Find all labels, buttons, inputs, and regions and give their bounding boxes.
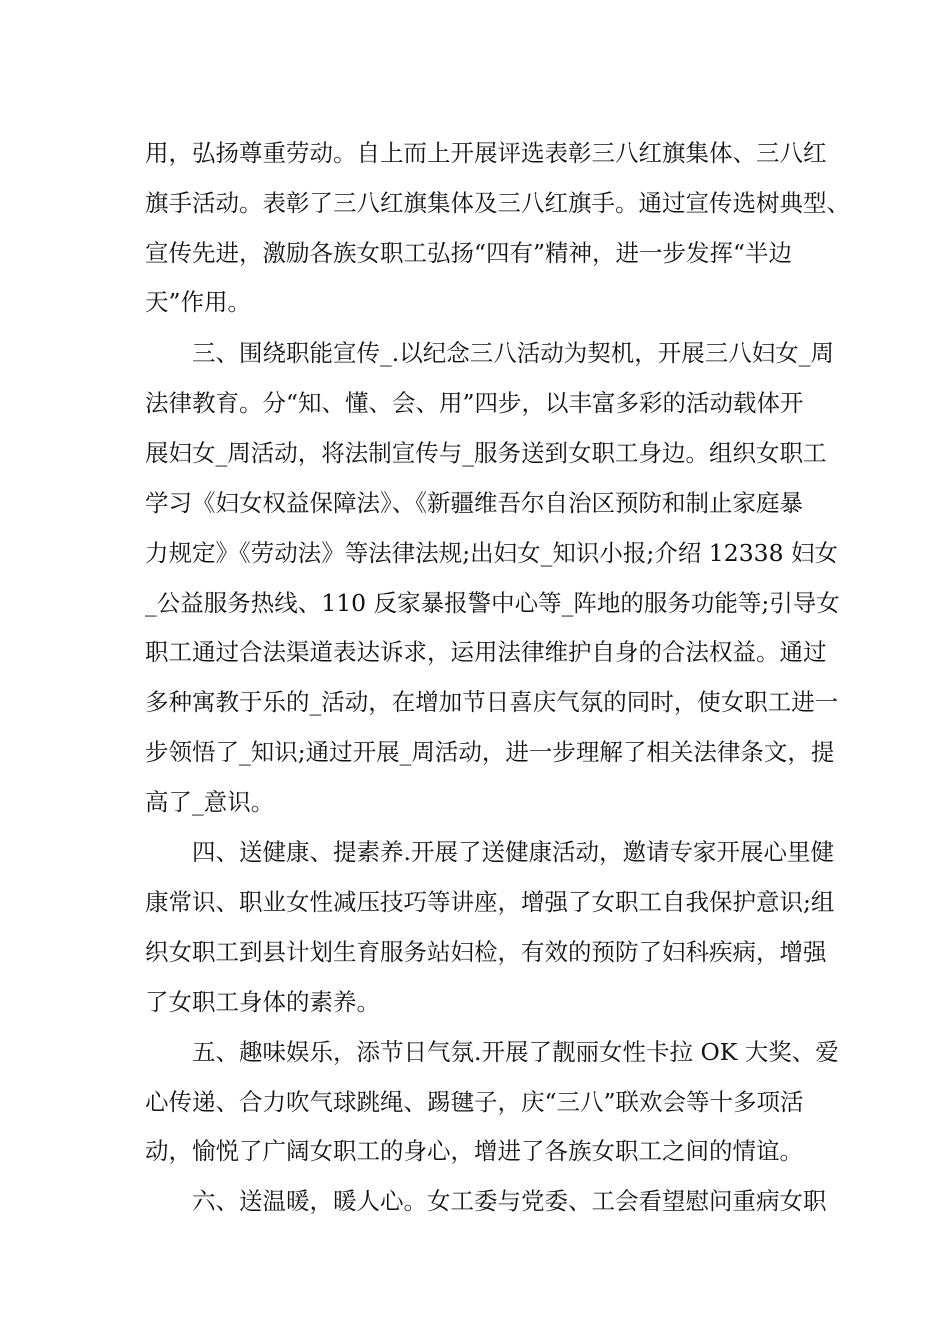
text-line: 四、送健康、提素养.开展了送健康活动，邀请专家开展心里健 (192, 838, 834, 866)
text-line: 力规定》《劳动法》等法律法规;出妇女_知识小报;介绍 12338 妇女 (145, 539, 839, 567)
text-line: 多种寓教于乐的_活动，在增加节日喜庆气氛的同时，使女职工进一 (145, 688, 839, 716)
text-line: 法律教育。分“知、懂、会、用”四步，以丰富多彩的活动载体开 (145, 389, 804, 417)
text-line: 织女职工到县计划生育服务站妇检，有效的预防了妇科疾病，增强 (145, 938, 827, 966)
text-line: 三、围绕职能宣传_.以纪念三八活动为契机，开展三八妇女_周 (192, 339, 834, 367)
text-line: 天”作用。 (145, 288, 252, 316)
text-line: 动，愉悦了广阔女职工的身心，增进了各族女职工之间的情谊。 (145, 1137, 803, 1165)
text-line: 高了_意识。 (145, 788, 275, 816)
text-line: 五、趣味娱乐，添节日气氛.开展了靓丽女性卡拉 OK 大奖、爱 (192, 1038, 839, 1066)
text-line: 宣传先进，激励各族女职工弘扬“四有”精神，进一步发挥“半边 (145, 239, 793, 267)
text-line: 六、送温暖，暖人心。女工委与党委、工会看望慰问重病女职 (192, 1187, 827, 1215)
text-line: 康常识、职业女性减压技巧等讲座，增强了女职工自我保护意识;组 (145, 888, 835, 916)
text-line: 旗手活动。表彰了三八红旗集体及三八红旗手。通过宣传选树典型、 (145, 189, 850, 217)
text-line: 心传递、合力吹气球跳绳、踢毽子，庆“三八”联欢会等十多项活 (145, 1088, 804, 1116)
text-line: _公益服务热线、110 反家暴报警中心等_阵地的服务功能等;引导女 (145, 589, 840, 617)
text-line: 职工通过合法渠道表达诉求，运用法律维护自身的合法权益。通过 (145, 638, 827, 666)
text-line: 学习《妇女权益保障法》、《新疆维吾尔自治区预防和制止家庭暴 (145, 489, 803, 517)
text-line: 步领悟了_知识;通过开展_周活动，进一步理解了相关法律条文，提 (145, 738, 835, 766)
text-line: 展妇女_周活动，将法制宣传与_服务送到女职工身边。组织女职工 (145, 439, 827, 467)
text-line: 了女职工身体的素养。 (145, 988, 380, 1016)
text-line: 用，弘扬尊重劳动。自上而上开展评选表彰三八红旗集体、三八红 (145, 139, 827, 167)
